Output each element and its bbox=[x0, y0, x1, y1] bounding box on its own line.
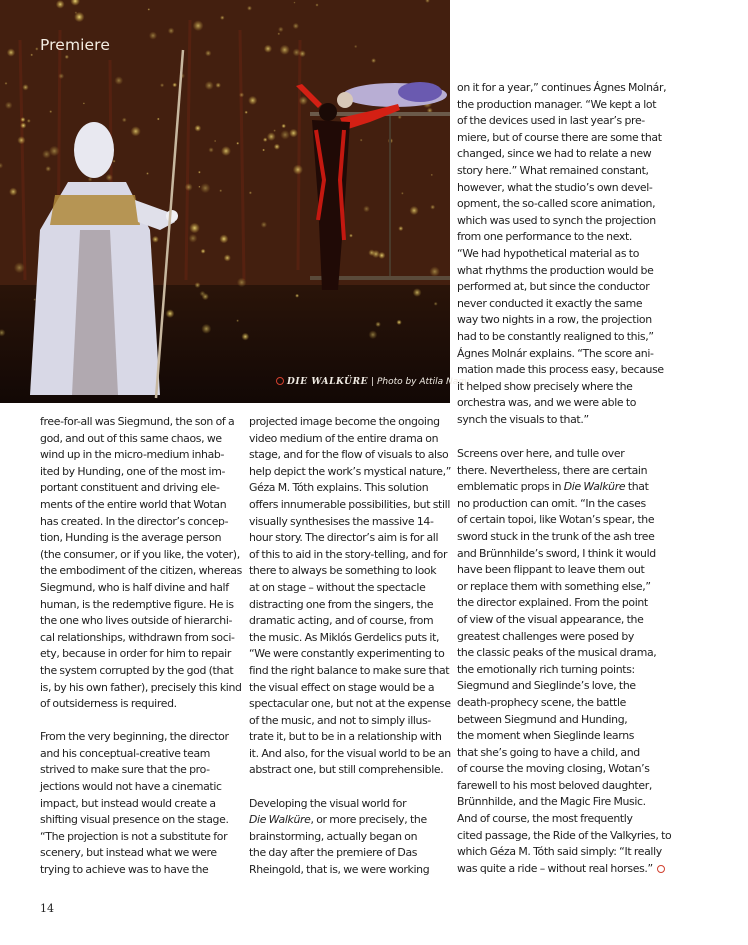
work-title: Die Walküre bbox=[249, 813, 311, 827]
text-line bbox=[249, 812, 445, 829]
text-line: death-prophecy scene, the battle bbox=[457, 695, 626, 709]
text-line: is, by his own father), precisely this kind bbox=[40, 680, 242, 694]
bokeh-particle bbox=[198, 186, 200, 188]
bokeh-particle bbox=[273, 129, 276, 132]
text-line bbox=[457, 861, 653, 878]
text-line: portant constituent and driving ele- bbox=[40, 481, 220, 495]
bokeh-particle bbox=[56, 0, 65, 9]
text-fragment: , or more precisely, the bbox=[310, 813, 427, 827]
paragraph bbox=[457, 446, 672, 877]
text-line: what rhythms the production would be bbox=[457, 263, 654, 277]
bokeh-particle bbox=[22, 84, 28, 90]
bokeh-particle bbox=[267, 132, 276, 141]
bokeh-particle bbox=[369, 330, 378, 339]
text-line: miere, but of course there are some that bbox=[457, 130, 662, 144]
bokeh-particle bbox=[249, 191, 252, 194]
text-line: however, what the studio’s own devel- bbox=[457, 180, 653, 194]
bokeh-particle bbox=[149, 31, 157, 39]
text-line: greatest challenges were posed by bbox=[457, 629, 635, 643]
text-line bbox=[457, 479, 653, 496]
bokeh-particle bbox=[430, 266, 440, 276]
bokeh-particle bbox=[148, 8, 151, 11]
text-line: synch the visuals to that.” bbox=[457, 412, 589, 426]
bokeh-particle bbox=[264, 45, 272, 53]
text-line: help depict the work’s mystical nature,” bbox=[249, 464, 452, 478]
bokeh-particle bbox=[214, 140, 216, 142]
bokeh-particle bbox=[49, 110, 52, 113]
text-line: dramatic acting, and of course, from bbox=[249, 614, 434, 628]
text-line: “We were constantly experimenting to bbox=[249, 647, 445, 661]
text-line: ments of the entire world that Wotan bbox=[40, 497, 227, 511]
paragraph bbox=[249, 414, 452, 779]
text-line: video medium of the entire drama on bbox=[249, 431, 439, 445]
bokeh-particle bbox=[220, 15, 225, 20]
bokeh-particle bbox=[201, 249, 206, 254]
text-line: human, is the redemptive figure. He is bbox=[40, 597, 234, 611]
bokeh-particle bbox=[166, 309, 175, 318]
bokeh-particle bbox=[241, 333, 249, 341]
text-line: impact, but instead would create a bbox=[40, 796, 216, 810]
stage-photo-illustration bbox=[0, 0, 450, 403]
bokeh-particle bbox=[224, 254, 231, 261]
text-line: Brünnhilde, and the Magic Fire Music. bbox=[457, 795, 646, 809]
text-line: find the right balance to make sure that bbox=[249, 663, 450, 677]
bokeh-particle bbox=[185, 183, 193, 191]
bokeh-particle bbox=[14, 262, 25, 273]
bokeh-particle bbox=[401, 192, 404, 195]
bokeh-particle bbox=[354, 45, 357, 48]
bokeh-particle bbox=[375, 322, 381, 328]
text-line: hour story. The director’s aim is for all bbox=[249, 531, 439, 545]
bokeh-particle bbox=[371, 58, 376, 63]
bokeh-particle bbox=[42, 150, 51, 159]
text-line: the moment when Sieglinde learns bbox=[457, 729, 635, 743]
bokeh-particle bbox=[245, 111, 248, 114]
bokeh-particle bbox=[247, 6, 252, 11]
bokeh-particle bbox=[194, 125, 201, 132]
bokeh-particle bbox=[219, 189, 222, 192]
text-line: there to always be something to look bbox=[249, 564, 437, 578]
bokeh-particle bbox=[157, 118, 160, 121]
text-line: shifting visual presence on the stage. bbox=[40, 813, 229, 827]
text-line: farewell to his most beloved daughter, bbox=[457, 778, 652, 792]
bokeh-particle bbox=[434, 302, 438, 306]
bokeh-particle bbox=[115, 76, 124, 85]
stage-photo bbox=[0, 0, 470, 403]
article-column-3-bottom bbox=[457, 446, 672, 877]
bokeh-particle bbox=[122, 118, 127, 123]
text-line: ited by Hunding, one of the most im- bbox=[40, 464, 226, 478]
bokeh-particle bbox=[239, 92, 244, 97]
bokeh-particle bbox=[281, 124, 286, 129]
article-column-3-top bbox=[457, 80, 667, 428]
bokeh-particle bbox=[17, 136, 25, 144]
text-line: Géza M. Tóth explains. This solution bbox=[249, 481, 429, 495]
text-line: Screens over here, and tulle over bbox=[457, 447, 625, 460]
text-line: of certain topoi, like Wotan’s spear, the bbox=[457, 513, 655, 527]
text-line: of this to aid in the story-telling, and for bbox=[249, 547, 448, 561]
text-line: of the music, and not to simply illus- bbox=[249, 713, 431, 727]
text-line: trate it, but to be in a relationship with bbox=[249, 730, 442, 744]
text-line: orchestra was, and we were able to bbox=[457, 396, 637, 410]
text-line: which Géza M. Tóth said simply: “It really bbox=[457, 845, 662, 859]
text-line: strived to make sure that the pro- bbox=[40, 763, 210, 777]
text-line: free-for-all was Siegmund, the son of a bbox=[40, 415, 235, 428]
text-line: opment, the so-called score animation, bbox=[457, 197, 656, 211]
text-line: or replace them with something else,” bbox=[457, 579, 651, 593]
work-title: Die Walküre bbox=[563, 480, 626, 494]
bokeh-particle bbox=[315, 3, 318, 6]
paragraph bbox=[40, 414, 242, 713]
text-line: of course the moving closing, Wotan’s bbox=[457, 762, 650, 776]
text-line: the classic peaks of the musical drama, bbox=[457, 646, 657, 660]
text-line: brainstorming, actually began on bbox=[249, 829, 418, 843]
text-line: spectacular one, but not at the expense bbox=[249, 697, 451, 711]
text-line: god, and out of this same chaos, we bbox=[40, 431, 222, 445]
bokeh-particle bbox=[30, 54, 33, 57]
bokeh-particle bbox=[205, 81, 214, 90]
text-line: the embodiment of the citizen, whereas bbox=[40, 564, 242, 578]
bokeh-particle bbox=[299, 96, 308, 105]
bokeh-particle bbox=[215, 82, 221, 88]
text-line: offers innumerable possibilities, but still bbox=[249, 497, 450, 511]
text-line: Siegmund and Sieglinde’s love, the bbox=[457, 679, 636, 693]
text-line: the director explained. From the point bbox=[457, 596, 648, 610]
bokeh-particle bbox=[20, 117, 25, 122]
paragraph bbox=[457, 80, 667, 428]
article-column-2 bbox=[249, 414, 452, 879]
bokeh-particle bbox=[152, 236, 159, 243]
bokeh-particle bbox=[5, 82, 8, 85]
text-line: the music. As Miklós Gerdelics puts it, bbox=[249, 630, 440, 644]
text-line: performed at, but since the conductor bbox=[457, 280, 650, 294]
bokeh-particle bbox=[280, 130, 290, 140]
bokeh-particle bbox=[45, 166, 51, 172]
bokeh-particle bbox=[236, 319, 239, 322]
bokeh-particle bbox=[113, 160, 116, 163]
text-fragment: that bbox=[625, 480, 649, 494]
text-line: From the very beginning, the director bbox=[40, 730, 229, 744]
caption-separator: | bbox=[371, 377, 375, 387]
text-line: “The projection is not a substitute for bbox=[40, 829, 228, 843]
text-line: the visual effect on stage would be a bbox=[249, 680, 435, 694]
text-line: “We had hypothetical material as to bbox=[457, 246, 640, 260]
text-line: cal relationships, withdrawn from soci- bbox=[40, 630, 235, 644]
text-line: between Siegmund and Hunding, bbox=[457, 712, 628, 726]
bokeh-particle bbox=[289, 129, 298, 138]
bokeh-particle bbox=[293, 23, 299, 29]
text-line: never conducted it exactly the same bbox=[457, 296, 643, 310]
bokeh-particle bbox=[9, 188, 17, 196]
bokeh-particle bbox=[237, 278, 247, 288]
text-line: of the devices used in last year’s pre- bbox=[457, 114, 645, 128]
bokeh-particle bbox=[293, 1, 295, 3]
bokeh-particle bbox=[189, 234, 198, 243]
text-fragment: was quite a ride – without real horses.” bbox=[457, 861, 653, 875]
bokeh-particle bbox=[398, 226, 403, 231]
text-line: and his conceptual-creative team bbox=[40, 746, 211, 760]
paragraph bbox=[249, 796, 445, 879]
text-line: wind up in the micro-medium inhab- bbox=[40, 448, 225, 462]
bokeh-particle bbox=[295, 294, 299, 298]
text-line: jections would not have a cinematic bbox=[40, 780, 222, 794]
bokeh-particle bbox=[201, 324, 211, 334]
text-line: And of course, the most frequently bbox=[457, 812, 633, 826]
text-line: it helped show precisely where the bbox=[457, 379, 633, 393]
caption-title: DIE WALKÜRE bbox=[287, 377, 369, 387]
bokeh-particle bbox=[106, 174, 113, 181]
bokeh-particle bbox=[7, 48, 15, 56]
text-line: had to be constantly realigned to this,” bbox=[457, 329, 654, 343]
bokeh-particle bbox=[160, 83, 164, 87]
bokeh-particle bbox=[198, 171, 201, 174]
text-line: of view of the visual appearance, the bbox=[457, 612, 644, 626]
bokeh-particle bbox=[20, 122, 26, 128]
bokeh-particle bbox=[5, 102, 13, 110]
text-line: (the consumer, or if you like, the voter), bbox=[40, 547, 240, 561]
bokeh-particle bbox=[33, 298, 36, 301]
bokeh-particle bbox=[248, 96, 257, 105]
text-line: way two nights in a row, the projection bbox=[457, 313, 652, 327]
text-line: the production manager. “We kept a lot bbox=[457, 97, 657, 111]
text-line: visually synthesises the massive 14- bbox=[249, 514, 434, 528]
bokeh-particle bbox=[349, 234, 353, 238]
text-line: Ágnes Molnár explains. “The score ani- bbox=[457, 346, 654, 360]
text-line: cited passage, the Ride of the Valkyries, to bbox=[457, 828, 672, 842]
paragraph bbox=[40, 729, 236, 878]
bokeh-particle bbox=[396, 320, 401, 325]
bokeh-particle bbox=[75, 11, 78, 14]
bokeh-particle bbox=[280, 45, 290, 55]
text-line: trying to achieve was to have the bbox=[40, 863, 209, 877]
bokeh-particle bbox=[168, 28, 175, 35]
bokeh-particle bbox=[262, 149, 265, 152]
text-line: distracting one from the singers, the bbox=[249, 597, 434, 611]
article-column-1 bbox=[40, 414, 242, 879]
text-line: that she’s going to have a child, and bbox=[457, 745, 640, 759]
bokeh-particle bbox=[172, 83, 177, 88]
bokeh-particle bbox=[372, 250, 380, 258]
bokeh-particle bbox=[219, 234, 228, 243]
text-fragment: emblematic props in bbox=[457, 480, 564, 494]
bokeh-particle bbox=[277, 32, 280, 35]
text-line: story here.” What remained constant, bbox=[457, 163, 649, 177]
bokeh-particle bbox=[363, 206, 370, 213]
text-line: the one who lives outside of hierarchi- bbox=[40, 614, 233, 628]
text-line: ety, because in order for him to repair bbox=[40, 647, 231, 661]
text-line: tion, Hunding is the average person bbox=[40, 531, 222, 545]
bokeh-particle bbox=[83, 102, 85, 104]
text-line: sword stuck in the trunk of the ash tree bbox=[457, 529, 655, 543]
section-label: Premiere bbox=[40, 36, 110, 54]
bokeh-particle bbox=[431, 174, 433, 176]
bokeh-particle bbox=[208, 147, 213, 152]
text-line: projected image become the ongoing bbox=[249, 415, 440, 428]
bokeh-particle bbox=[131, 126, 141, 136]
text-line: stage, and for the flow of visuals to also bbox=[249, 448, 449, 462]
bokeh-particle bbox=[189, 223, 200, 234]
bokeh-particle bbox=[35, 47, 38, 50]
text-line: of outsiderness is required. bbox=[40, 697, 177, 711]
bokeh-particle bbox=[293, 48, 301, 56]
text-line: no production can omit. “In the cases bbox=[457, 496, 646, 510]
text-line: the emotionally rich turning points: bbox=[457, 662, 635, 676]
bokeh-particle bbox=[413, 288, 422, 297]
text-line: scenery, but instead what we were bbox=[40, 846, 217, 860]
text-line: from one performance to the next. bbox=[457, 230, 633, 244]
bokeh-particle bbox=[205, 50, 211, 56]
text-line: has created. In the director’s concep- bbox=[40, 514, 229, 528]
text-line: have been flippant to leave them out bbox=[457, 563, 645, 577]
text-line: the system corrupted by the god (that bbox=[40, 663, 234, 677]
bokeh-particle bbox=[274, 144, 280, 150]
bokeh-particle bbox=[221, 146, 231, 156]
text-line: Developing the visual world for bbox=[249, 796, 407, 810]
text-line: which was used to synch the projection bbox=[457, 213, 656, 227]
text-line: at on stage – without the spectacle bbox=[249, 580, 426, 594]
bokeh-particle bbox=[293, 165, 303, 175]
bokeh-particle bbox=[261, 222, 267, 228]
bokeh-particle bbox=[146, 172, 149, 175]
text-line: and Brünnhilde’s sword, I think it would bbox=[457, 546, 656, 560]
end-of-article-icon bbox=[657, 865, 665, 873]
bokeh-particle bbox=[278, 27, 284, 33]
text-line: there. Nevertheless, there are certain bbox=[457, 463, 648, 477]
text-line: abstract one, but still comprehensible. bbox=[249, 763, 444, 777]
bokeh-particle bbox=[200, 183, 210, 193]
page-number: 14 bbox=[40, 902, 54, 915]
text-line: Rheingold, that is, we were working bbox=[249, 863, 430, 877]
text-line: Siegmund, who is half divine and half bbox=[40, 580, 229, 594]
caption-ring-icon bbox=[276, 377, 284, 385]
bokeh-particle bbox=[410, 206, 419, 215]
text-line: mation made this process easy, because bbox=[457, 363, 664, 377]
text-line: changed, since we had to relate a new bbox=[457, 147, 652, 161]
bokeh-particle bbox=[360, 139, 363, 142]
text-line: it. And also, for the visual world to be an bbox=[249, 746, 451, 760]
bokeh-particle bbox=[263, 137, 268, 142]
text-line: on it for a year,” continues Ágnes Molnár, bbox=[457, 81, 667, 94]
bokeh-particle bbox=[58, 73, 64, 79]
bokeh-particle bbox=[195, 282, 201, 288]
text-line: the day after the premiere of Das bbox=[249, 846, 418, 860]
bokeh-particle bbox=[236, 142, 239, 145]
bokeh-particle bbox=[65, 55, 69, 59]
bokeh-particle bbox=[27, 119, 31, 123]
caption-credit: Photo by Attila Nagy bbox=[376, 377, 470, 387]
bokeh-particle bbox=[193, 20, 204, 31]
bokeh-particle bbox=[430, 205, 435, 210]
photo-caption bbox=[276, 377, 469, 387]
bokeh-particle bbox=[200, 291, 206, 297]
